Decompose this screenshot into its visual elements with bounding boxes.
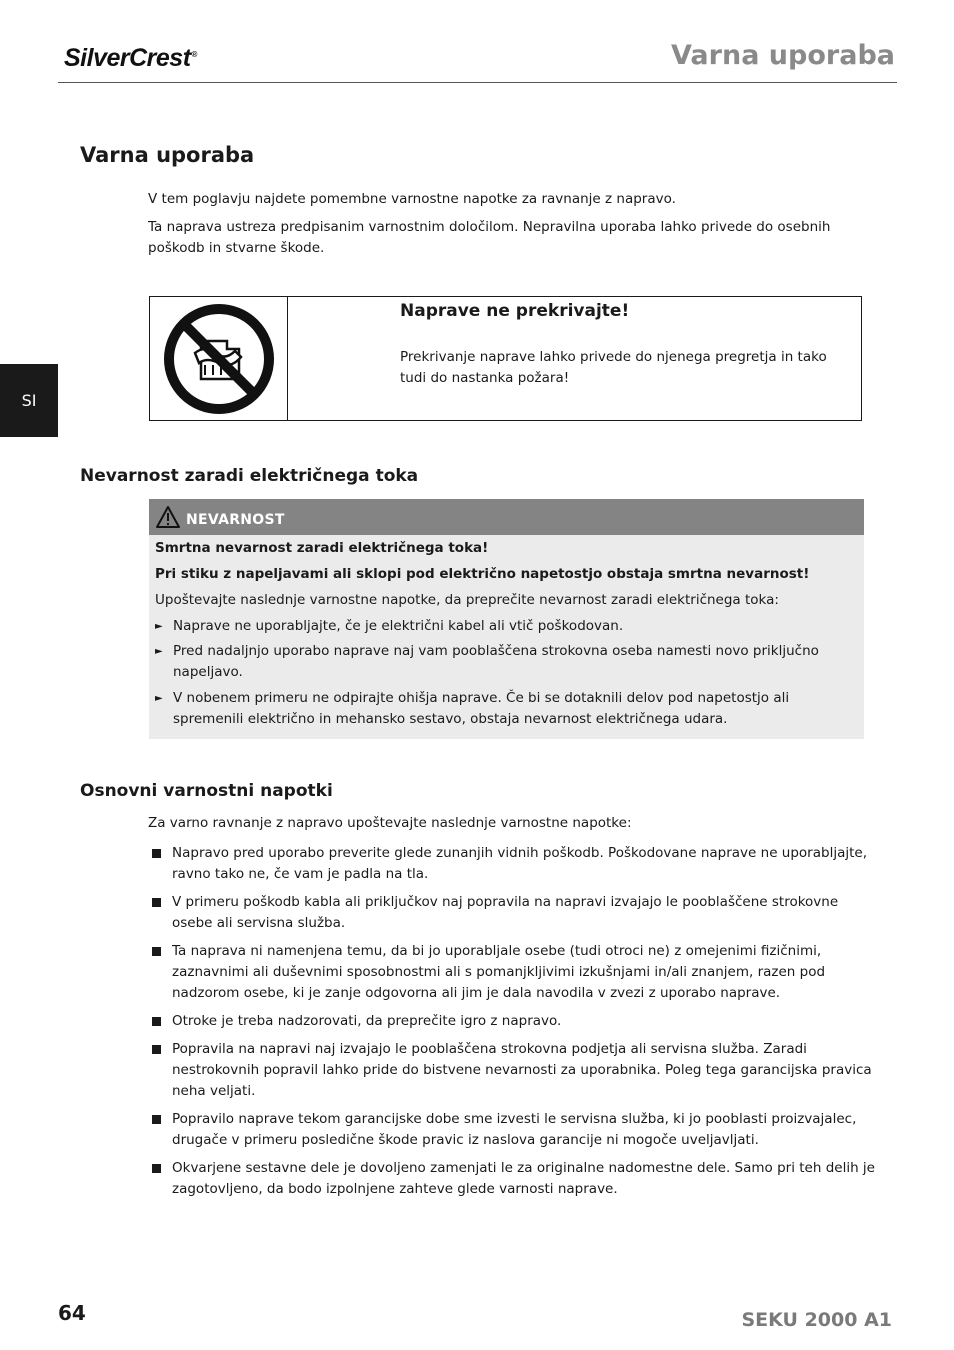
section-title: Varna uporaba: [80, 143, 255, 167]
list-item: V primeru poškodb kabla ali priključkov naj popravila na napravi izvajajo le pooblaščene strokovne osebe ali servisna služba.: [152, 892, 877, 934]
danger-list-item: ► Pred nadaljnjo uporabo naprave naj vam pooblaščena strokovna oseba namesti novo priključno napeljavo.: [155, 643, 819, 680]
cover-warning-text: Prekrivanje naprave lahko privede do njenega pregretja in tako tudi do nastanka požara!: [400, 349, 827, 386]
danger-list-item: ► V nobenem primeru ne odpirajte ohišja naprave. Če bi se dotaknili delov pod napetostjo ali spremenili električno in mehansko sestavo, obstaja nevarnost električnega udara.: [155, 690, 790, 727]
list-item: Okvarjene sestavne dele je dovoljeno zamenjati le za originalne nadomestne dele. Samo pri teh delih je zagotovljeno, da bodo izpolnjene zahteve glede varnosti naprave.: [152, 1158, 877, 1200]
do-not-cover-icon: [150, 297, 288, 420]
header-divider: [58, 82, 897, 83]
list-item: Popravila na napravi naj izvajajo le pooblaščena strokovna podjetja ali servisna služba. Zaradi nestrokovnih popravil lahko pride do bistvene nevarnosti za uporabnika. Poleg tega garancijska pravica neha veljati.: [152, 1039, 877, 1102]
cover-warning-box: [149, 296, 862, 421]
square-bullet-icon: [152, 1045, 161, 1054]
page-number: 64: [58, 1301, 86, 1325]
cover-warning-title: Naprave ne prekrivajte!: [400, 301, 630, 321]
square-bullet-icon: [152, 1017, 161, 1026]
basic-safety-list: [152, 843, 877, 1207]
square-bullet-icon: [152, 898, 161, 907]
arrow-bullet-icon: ►: [155, 693, 163, 704]
model-name: SEKU 2000 A1: [741, 1309, 892, 1331]
language-tab-label: SI: [21, 391, 37, 410]
list-item: Popravilo naprave tekom garancijske dobe sme izvesti le servisna služba, ki jo pooblasti proizvajalec, drugače v primeru posledične škode pravic iz naslova garancije ni mogoče uveljavljati.: [152, 1109, 877, 1151]
intro-paragraph-2: Ta naprava ustreza predpisanim varnostnim določilom. Nepravilna uporaba lahko privede do osebnih poškodb in stvarne škode.: [148, 219, 831, 256]
header-title: Varna uporaba: [671, 40, 895, 71]
list-item: Otroke je treba nadzorovati, da preprečite igro z napravo.: [152, 1011, 877, 1032]
danger-box: [149, 499, 864, 739]
danger-bold-line-1: Smrtna nevarnost zaradi električnega toka!: [155, 540, 489, 556]
danger-header-bar: [149, 499, 864, 535]
list-item: Napravo pred uporabo preverite glede zunanjih vidnih poškodb. Poškodovane naprave ne uporabljajte, ravno tako ne, če vam je padla na tla.: [152, 843, 877, 885]
danger-label: NEVARNOST: [186, 512, 285, 528]
list-item: Ta naprava ni namenjena temu, da bi jo uporabljale osebe (tudi otroci ne) z omejenimi fizičnimi, zaznavnimi ali duševnimi sposobnostmi ali s pomanjkljivimi izkušnjami in/ali znanjem, razen pod nadzorom osebe, ki je zanje odgovorna ali jim je dala navodila v zvezi z uporabo naprave.: [152, 941, 877, 1004]
electric-heading: Nevarnost zaradi električnega toka: [80, 466, 419, 486]
arrow-bullet-icon: ►: [155, 646, 163, 657]
square-bullet-icon: [152, 1115, 161, 1124]
language-tab: [0, 364, 58, 437]
square-bullet-icon: [152, 1164, 161, 1173]
arrow-bullet-icon: ►: [155, 621, 163, 632]
danger-list-item: ► Naprave ne uporabljajte, če je električni kabel ali vtič poškodovan.: [155, 616, 855, 637]
danger-bold-line-2: Pri stiku z napeljavami ali sklopi pod električno napetostjo obstaja smrtna nevarnost!: [155, 566, 810, 582]
brand-registered-mark: ®: [191, 49, 197, 59]
intro-paragraph-1: V tem poglavju najdete pomembne varnostne napotke za ravnanje z napravo.: [148, 191, 676, 207]
brand-logo: [64, 44, 197, 73]
square-bullet-icon: [152, 849, 161, 858]
warning-triangle-icon: [155, 505, 181, 529]
square-bullet-icon: [152, 947, 161, 956]
basic-lead: Za varno ravnanje z napravo upoštevajte naslednje varnostne napotke:: [148, 815, 632, 831]
danger-lead: Upoštevajte naslednje varnostne napotke, da preprečite nevarnost zaradi električnega toka:: [155, 592, 779, 608]
brand-name: SilverCrest: [64, 44, 191, 72]
basic-heading: Osnovni varnostni napotki: [80, 781, 333, 801]
